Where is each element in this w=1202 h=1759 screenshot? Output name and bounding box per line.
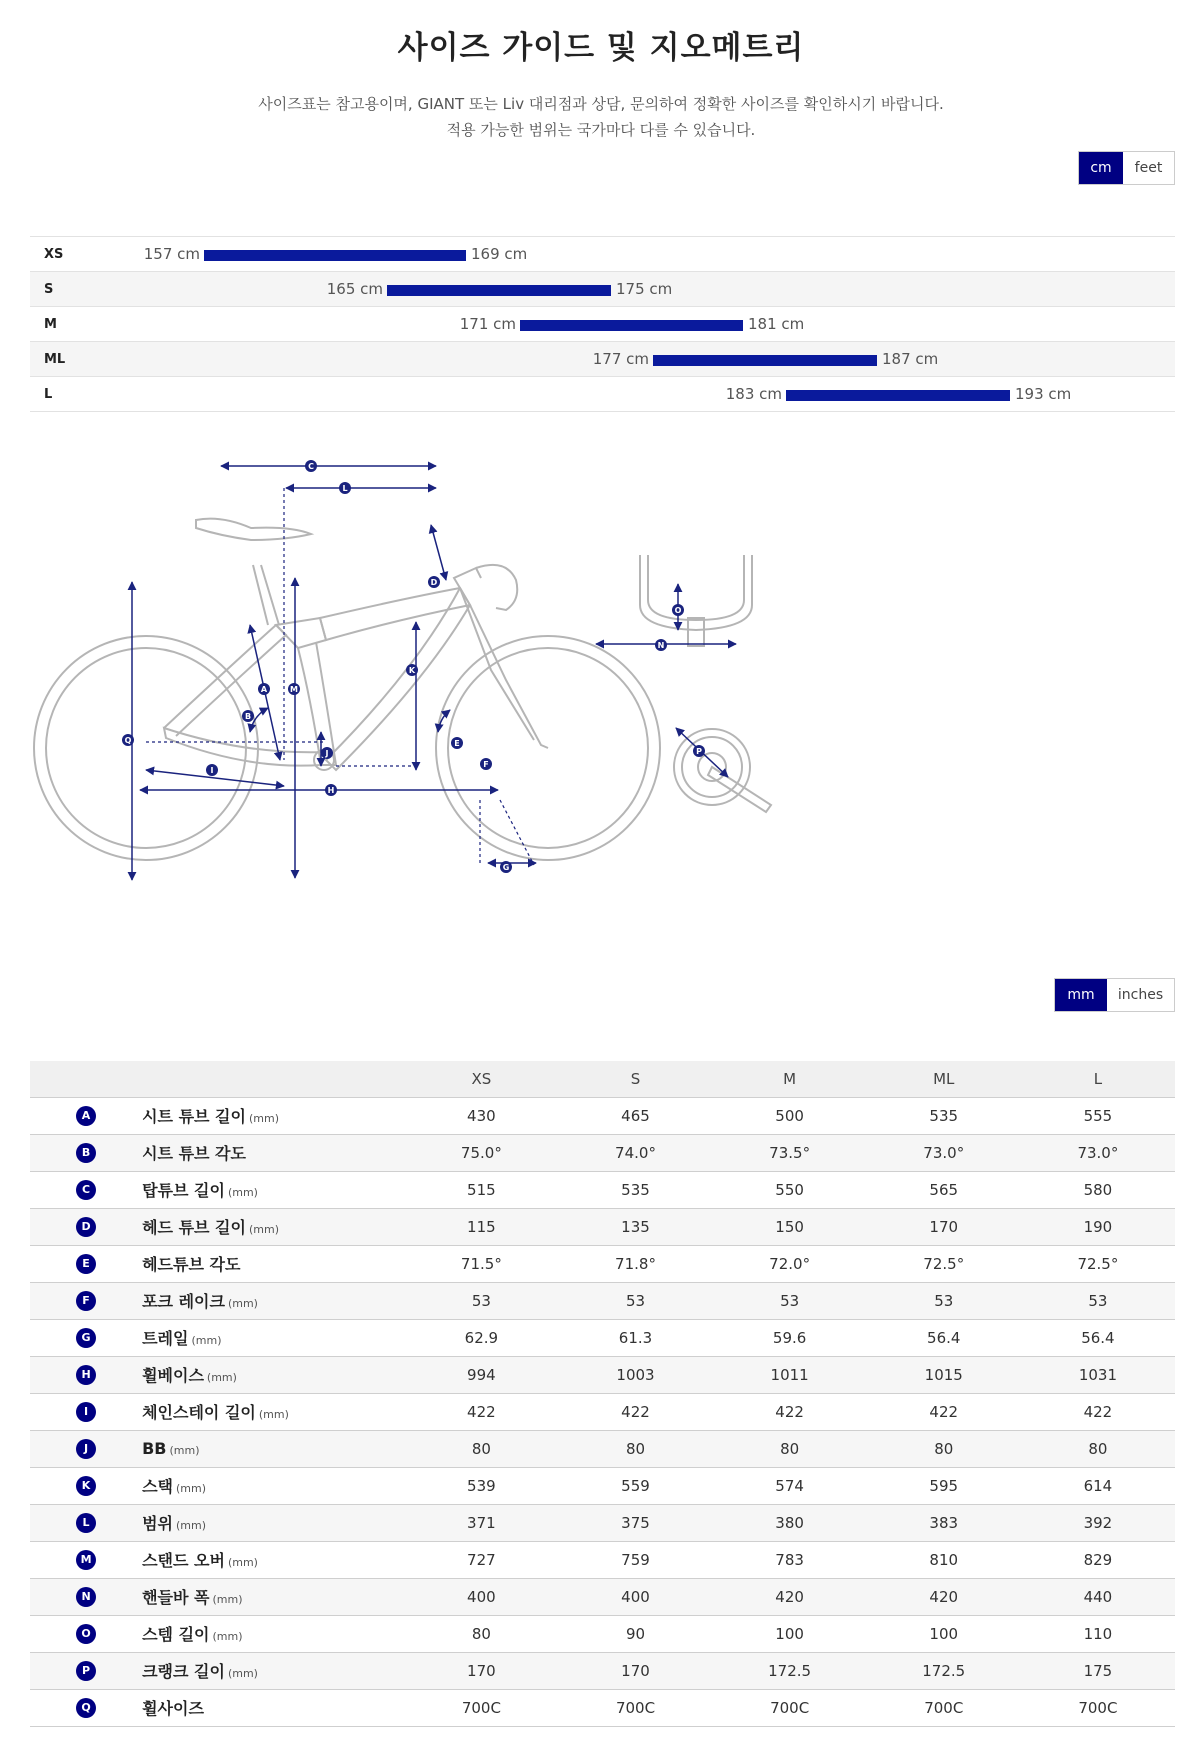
measurement-value: 400 xyxy=(558,1578,712,1615)
measurement-name: 스템 길이 xyxy=(142,1625,210,1644)
range-min: 171 cm xyxy=(459,315,516,333)
measurement-value: 422 xyxy=(404,1393,558,1430)
size-range-row xyxy=(30,272,1175,307)
range-max: 187 cm xyxy=(882,350,939,368)
measurement-value: 175 xyxy=(1021,1652,1175,1689)
measurement-value: 61.3 xyxy=(558,1319,712,1356)
measurement-name-cell xyxy=(142,1282,404,1319)
table-row xyxy=(30,1171,1175,1208)
measurement-value: 420 xyxy=(713,1578,867,1615)
svg-text:G: G xyxy=(502,863,510,872)
measurement-value: 135 xyxy=(558,1208,712,1245)
measurement-unit: (mm) xyxy=(169,1444,200,1457)
measurement-code-badge: B xyxy=(76,1143,96,1163)
measurement-value: 422 xyxy=(558,1393,712,1430)
measurement-value: 535 xyxy=(558,1171,712,1208)
measurement-code-badge: L xyxy=(76,1513,96,1533)
measurement-value: 574 xyxy=(713,1467,867,1504)
measurement-name-cell xyxy=(142,1652,404,1689)
code-cell xyxy=(30,1097,142,1134)
code-cell xyxy=(30,1430,142,1467)
measurement-value: 465 xyxy=(558,1097,712,1134)
measurement-name-cell xyxy=(142,1689,404,1726)
measurement-name-cell xyxy=(142,1319,404,1356)
measurement-value: 110 xyxy=(1021,1615,1175,1652)
measurement-name: 크랭크 길이 xyxy=(142,1662,225,1681)
measurement-value: 515 xyxy=(404,1171,558,1208)
measurement-value: 383 xyxy=(867,1504,1021,1541)
header-size: M xyxy=(713,1061,867,1097)
measurement-value: 53 xyxy=(404,1282,558,1319)
code-cell xyxy=(30,1541,142,1578)
range-max: 181 cm xyxy=(748,315,805,333)
measurement-value: 565 xyxy=(867,1171,1021,1208)
measurement-code-badge: K xyxy=(76,1476,96,1496)
svg-text:E: E xyxy=(454,739,460,748)
svg-text:L: L xyxy=(342,484,348,493)
measurement-name-cell xyxy=(142,1245,404,1282)
header-size: L xyxy=(1021,1061,1175,1097)
measurement-name: 스탠드 오버 xyxy=(142,1551,225,1570)
measurement-code-badge: G xyxy=(76,1328,96,1348)
measurement-unit: (mm) xyxy=(176,1519,207,1532)
measurement-code-badge: P xyxy=(76,1661,96,1681)
measurement-value: 700C xyxy=(713,1689,867,1726)
measurement-value: 422 xyxy=(713,1393,867,1430)
measurement-value: 75.0° xyxy=(404,1134,558,1171)
table-row xyxy=(30,1615,1175,1652)
measurement-value: 420 xyxy=(867,1578,1021,1615)
measurement-value: 73.0° xyxy=(867,1134,1021,1171)
measurement-unit: (mm) xyxy=(258,1408,289,1421)
measurement-value: 1011 xyxy=(713,1356,867,1393)
measurement-name-cell xyxy=(142,1541,404,1578)
svg-text:A: A xyxy=(260,685,268,694)
measurement-code-badge: N xyxy=(76,1587,96,1607)
measurement-value: 56.4 xyxy=(867,1319,1021,1356)
measurement-name-cell xyxy=(142,1097,404,1134)
range-min: 183 cm xyxy=(725,385,782,403)
svg-text:B: B xyxy=(244,712,252,721)
measurement-value: 829 xyxy=(1021,1541,1175,1578)
geometry-table-body xyxy=(30,1097,1175,1726)
code-cell xyxy=(30,1171,142,1208)
measurement-name-cell xyxy=(142,1615,404,1652)
measurement-value: 172.5 xyxy=(867,1652,1021,1689)
table-row xyxy=(30,1652,1175,1689)
measurement-name: 탑튜브 길이 xyxy=(142,1181,225,1200)
measurement-value: 72.5° xyxy=(867,1245,1021,1282)
table-row xyxy=(30,1356,1175,1393)
measurement-value: 100 xyxy=(867,1615,1021,1652)
notice-line-2: 적용 가능한 범위는 국가마다 다를 수 있습니다. xyxy=(446,121,756,139)
rider-height-chart xyxy=(30,236,1175,412)
measurement-value: 190 xyxy=(1021,1208,1175,1245)
measurement-code-badge: E xyxy=(76,1254,96,1274)
code-cell xyxy=(30,1319,142,1356)
measurement-value: 700C xyxy=(558,1689,712,1726)
header-size: XS xyxy=(404,1061,558,1097)
page-title: 사이즈 가이드 및 지오메트리 xyxy=(397,30,805,66)
size-range-row xyxy=(30,377,1175,412)
svg-text:D: D xyxy=(430,578,438,587)
measurement-code-badge: F xyxy=(76,1291,96,1311)
measurement-unit: (mm) xyxy=(212,1630,243,1643)
measurement-value: 71.8° xyxy=(558,1245,712,1282)
measurement-unit: (mm) xyxy=(227,1556,258,1569)
svg-text:C: C xyxy=(308,462,314,471)
svg-text:J: J xyxy=(325,749,329,758)
code-cell xyxy=(30,1393,142,1430)
measurement-value: 80 xyxy=(404,1615,558,1652)
measurement-code-badge: M xyxy=(76,1550,96,1570)
measurement-value: 535 xyxy=(867,1097,1021,1134)
svg-text:O: O xyxy=(674,606,682,615)
size-label: S xyxy=(44,282,54,297)
header-size: ML xyxy=(867,1061,1021,1097)
measurement-value: 53 xyxy=(1021,1282,1175,1319)
measurement-value: 80 xyxy=(404,1430,558,1467)
code-cell xyxy=(30,1504,142,1541)
measurement-unit: (mm) xyxy=(176,1482,207,1495)
code-cell xyxy=(30,1578,142,1615)
measurement-value: 115 xyxy=(404,1208,558,1245)
range-min: 177 cm xyxy=(592,350,649,368)
measurement-code-badge: O xyxy=(76,1624,96,1644)
measurement-value: 783 xyxy=(713,1541,867,1578)
svg-text:H: H xyxy=(327,786,335,795)
svg-text:I: I xyxy=(210,766,214,775)
measurement-unit: (mm) xyxy=(191,1334,222,1347)
measurement-value: 170 xyxy=(558,1652,712,1689)
measurement-value: 80 xyxy=(867,1430,1021,1467)
measurement-code-badge: I xyxy=(76,1402,96,1422)
svg-text:M: M xyxy=(290,685,298,694)
range-bar xyxy=(204,250,466,261)
measurement-name: 스택 xyxy=(142,1477,174,1496)
measurement-code-badge: A xyxy=(76,1106,96,1126)
feet-toggle-button[interactable]: feet xyxy=(1123,152,1174,184)
code-cell xyxy=(30,1134,142,1171)
size-label: XS xyxy=(44,247,64,262)
table-row xyxy=(30,1097,1175,1134)
measurement-value: 559 xyxy=(558,1467,712,1504)
svg-text:N: N xyxy=(657,641,665,650)
measurement-value: 72.5° xyxy=(1021,1245,1175,1282)
measurement-code-badge: J xyxy=(76,1439,96,1459)
table-row xyxy=(30,1134,1175,1171)
table-row xyxy=(30,1245,1175,1282)
measurement-unit: (mm) xyxy=(212,1593,243,1606)
size-range-row xyxy=(30,237,1175,272)
header-size: S xyxy=(558,1061,712,1097)
measurement-value: 550 xyxy=(713,1171,867,1208)
measurement-name: 포크 레이크 xyxy=(142,1292,225,1311)
measurement-name-cell xyxy=(142,1134,404,1171)
measurement-value: 422 xyxy=(867,1393,1021,1430)
measurement-value: 371 xyxy=(404,1504,558,1541)
measurement-name: 헤드 튜브 길이 xyxy=(142,1218,246,1237)
measurement-value: 170 xyxy=(867,1208,1021,1245)
svg-text:P: P xyxy=(696,747,702,756)
measurement-code-badge: Q xyxy=(76,1698,96,1718)
size-label: ML xyxy=(44,352,66,367)
table-row xyxy=(30,1208,1175,1245)
measurement-unit: (mm) xyxy=(248,1223,279,1236)
measurement-name: BB xyxy=(142,1439,167,1458)
size-range-row xyxy=(30,307,1175,342)
measurement-value: 614 xyxy=(1021,1467,1175,1504)
measurement-value: 727 xyxy=(404,1541,558,1578)
geometry-unit-toggle xyxy=(1054,978,1175,1012)
inches-toggle-button[interactable]: inches xyxy=(1107,979,1174,1011)
measurement-value: 80 xyxy=(713,1430,867,1467)
measurement-value: 430 xyxy=(404,1097,558,1134)
size-range-row xyxy=(30,342,1175,377)
svg-text:K: K xyxy=(408,666,416,675)
geometry-table xyxy=(30,1061,1175,1727)
measurement-value: 72.0° xyxy=(713,1245,867,1282)
measurement-value: 700C xyxy=(867,1689,1021,1726)
measurement-code-badge: D xyxy=(76,1217,96,1237)
measurement-value: 53 xyxy=(867,1282,1021,1319)
measurement-value: 80 xyxy=(558,1430,712,1467)
measurement-value: 1015 xyxy=(867,1356,1021,1393)
measurement-value: 580 xyxy=(1021,1171,1175,1208)
measurement-name: 휠베이스 xyxy=(142,1366,204,1385)
measurement-name-cell xyxy=(142,1467,404,1504)
measurement-value: 53 xyxy=(558,1282,712,1319)
measurement-name-cell xyxy=(142,1504,404,1541)
measurement-value: 73.0° xyxy=(1021,1134,1175,1171)
size-label: M xyxy=(44,317,57,332)
code-cell xyxy=(30,1467,142,1504)
measurement-unit: (mm) xyxy=(227,1297,258,1310)
range-bar xyxy=(387,285,611,296)
measurement-value: 392 xyxy=(1021,1504,1175,1541)
measurement-value: 994 xyxy=(404,1356,558,1393)
measurement-name-cell xyxy=(142,1393,404,1430)
table-header-row xyxy=(30,1061,1175,1097)
measurement-value: 700C xyxy=(1021,1689,1175,1726)
measurement-value: 700C xyxy=(404,1689,558,1726)
measurement-value: 1031 xyxy=(1021,1356,1175,1393)
range-max: 169 cm xyxy=(471,245,528,263)
measurement-code-badge: C xyxy=(76,1180,96,1200)
code-cell xyxy=(30,1208,142,1245)
table-row xyxy=(30,1504,1175,1541)
measurement-value: 500 xyxy=(713,1097,867,1134)
measurement-unit: (mm) xyxy=(206,1371,237,1384)
measurement-value: 62.9 xyxy=(404,1319,558,1356)
bike-geometry-diagram xyxy=(36,462,836,900)
measurement-value: 440 xyxy=(1021,1578,1175,1615)
notice-line-1: 사이즈표는 참고용이며, GIANT 또는 Liv 대리점과 상담, 문의하여 정확한 사이즈를 확인하시기 바랍니다. xyxy=(258,95,944,113)
range-bar xyxy=(653,355,877,366)
range-bar xyxy=(520,320,743,331)
table-row xyxy=(30,1282,1175,1319)
measurement-value: 80 xyxy=(1021,1430,1175,1467)
measurement-name: 핸들바 폭 xyxy=(142,1588,210,1607)
header-empty xyxy=(30,1061,142,1097)
measurement-name-cell xyxy=(142,1171,404,1208)
size-guide-notice xyxy=(0,91,1202,143)
code-cell xyxy=(30,1652,142,1689)
table-row xyxy=(30,1689,1175,1726)
measurement-value: 539 xyxy=(404,1467,558,1504)
measurement-value: 56.4 xyxy=(1021,1319,1175,1356)
measurement-name: 체인스테이 길이 xyxy=(142,1403,256,1422)
cm-toggle-button[interactable]: cm xyxy=(1079,152,1123,184)
table-row xyxy=(30,1578,1175,1615)
svg-text:F: F xyxy=(483,760,489,769)
size-label: L xyxy=(44,387,53,402)
measurement-value: 59.6 xyxy=(713,1319,867,1356)
code-cell xyxy=(30,1615,142,1652)
measurement-value: 90 xyxy=(558,1615,712,1652)
measurement-value: 74.0° xyxy=(558,1134,712,1171)
measurement-value: 380 xyxy=(713,1504,867,1541)
measurement-value: 555 xyxy=(1021,1097,1175,1134)
measurement-name-cell xyxy=(142,1430,404,1467)
measurement-name-cell xyxy=(142,1208,404,1245)
measurement-name-cell xyxy=(142,1578,404,1615)
range-max: 193 cm xyxy=(1015,385,1072,403)
measurement-name: 헤드튜브 각도 xyxy=(142,1255,241,1274)
header-empty xyxy=(142,1061,404,1097)
measurement-value: 595 xyxy=(867,1467,1021,1504)
code-cell xyxy=(30,1356,142,1393)
range-min: 165 cm xyxy=(326,280,383,298)
table-row xyxy=(30,1467,1175,1504)
measurement-unit: (mm) xyxy=(227,1186,258,1199)
measurement-value: 400 xyxy=(404,1578,558,1615)
measurement-value: 150 xyxy=(713,1208,867,1245)
code-cell xyxy=(30,1245,142,1282)
measurement-value: 73.5° xyxy=(713,1134,867,1171)
mm-toggle-button[interactable]: mm xyxy=(1055,979,1107,1011)
code-cell xyxy=(30,1689,142,1726)
measurement-value: 53 xyxy=(713,1282,867,1319)
svg-text:Q: Q xyxy=(124,736,132,745)
measurement-value: 422 xyxy=(1021,1393,1175,1430)
measurement-value: 170 xyxy=(404,1652,558,1689)
range-max: 175 cm xyxy=(616,280,673,298)
table-row xyxy=(30,1319,1175,1356)
measurement-name: 범위 xyxy=(142,1514,174,1533)
measurement-name: 시트 튜브 각도 xyxy=(142,1144,246,1163)
measurement-value: 1003 xyxy=(558,1356,712,1393)
measurement-name-cell xyxy=(142,1356,404,1393)
measurement-code-badge: H xyxy=(76,1365,96,1385)
measurement-name: 휠사이즈 xyxy=(142,1699,204,1718)
range-bar xyxy=(786,390,1010,401)
table-row xyxy=(30,1393,1175,1430)
measurement-unit: (mm) xyxy=(227,1667,258,1680)
height-unit-toggle xyxy=(1078,151,1175,185)
measurement-value: 172.5 xyxy=(713,1652,867,1689)
measurement-unit: (mm) xyxy=(248,1112,279,1125)
measurement-name: 트레일 xyxy=(142,1329,189,1348)
measurement-value: 71.5° xyxy=(404,1245,558,1282)
measurement-value: 100 xyxy=(713,1615,867,1652)
code-cell xyxy=(30,1282,142,1319)
range-min: 157 cm xyxy=(143,245,200,263)
measurement-value: 375 xyxy=(558,1504,712,1541)
measurement-value: 810 xyxy=(867,1541,1021,1578)
measurement-name: 시트 튜브 길이 xyxy=(142,1107,246,1126)
table-row xyxy=(30,1430,1175,1467)
measurement-value: 759 xyxy=(558,1541,712,1578)
table-row xyxy=(30,1541,1175,1578)
